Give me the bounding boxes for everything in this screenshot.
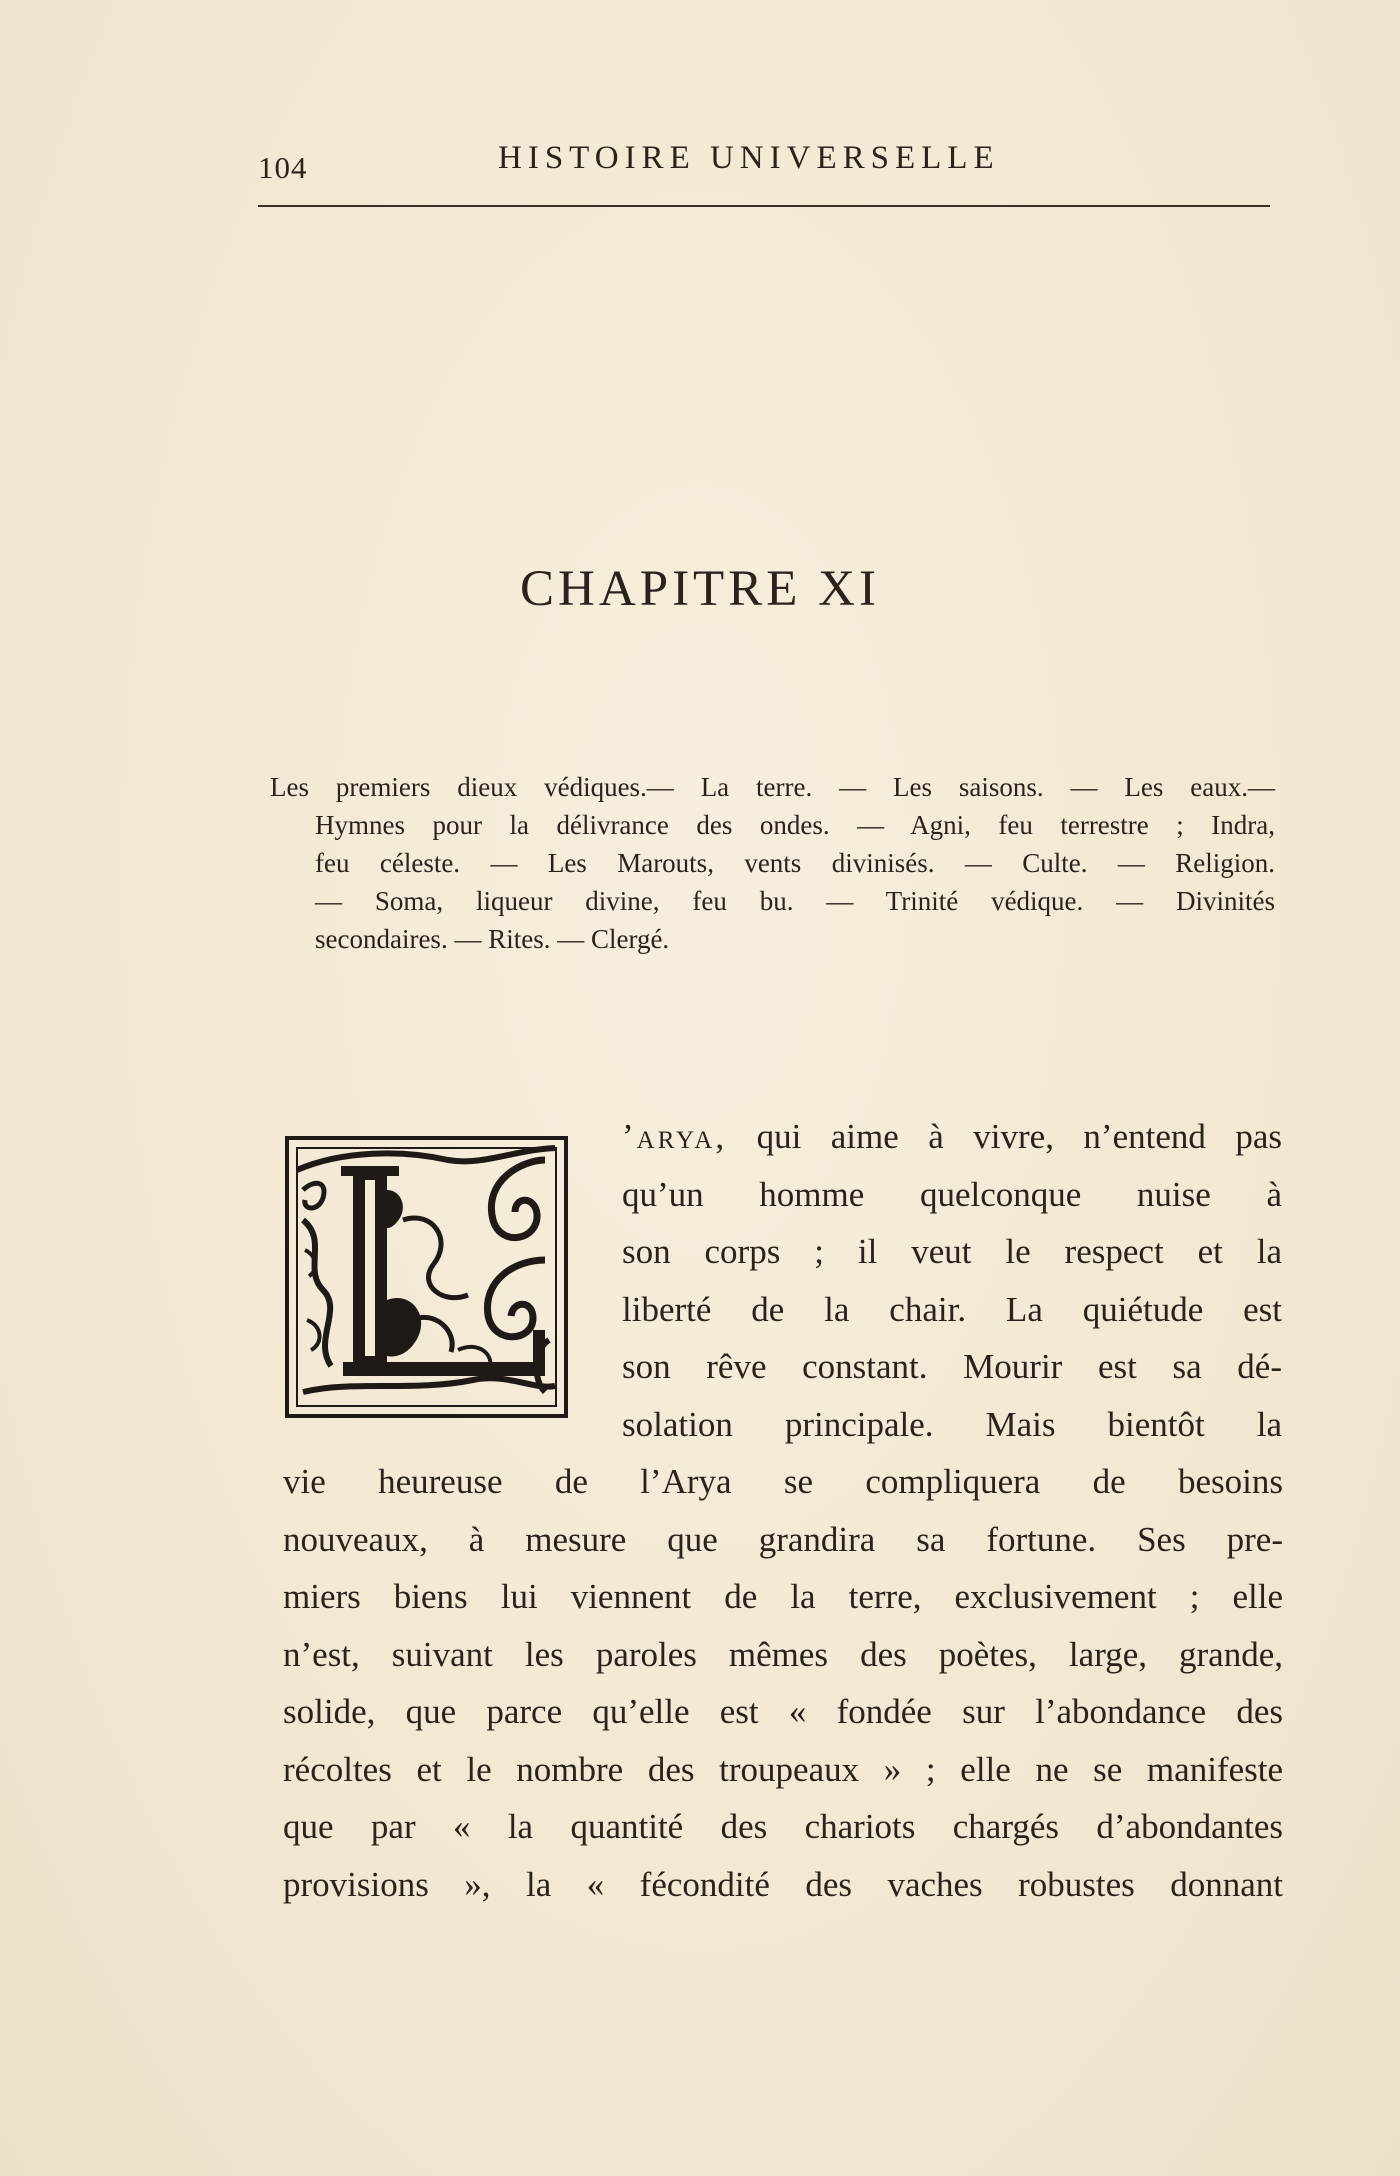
body-line: liberté de la chair. La quiétude est: [622, 1289, 1282, 1329]
chapter-summary: [270, 768, 1275, 958]
summary-line: feu céleste. — Les Marouts, vents divinisés. — Culte. — Religion.: [315, 848, 1275, 878]
opening-line-rest: qui aime à vivre, n’entend pas: [727, 1117, 1282, 1156]
body-line: nouveaux, à mesure que grandira sa fortune. Ses pre-: [283, 1519, 1283, 1559]
body-text: [283, 1453, 1283, 1913]
page-number: 104: [258, 150, 308, 185]
body-line: son corps ; il veut le respect et la: [622, 1232, 1282, 1271]
body-line: solide, que parce qu’elle est « fondée sur l’abondance des: [283, 1692, 1283, 1731]
body-line: que par « la quantité des chariots chargés d’abondantes: [283, 1807, 1283, 1846]
running-title: HISTOIRE UNIVERSELLE: [498, 140, 1000, 176]
body-line: n’est, suivant les paroles mêmes des poètes, large, grande,: [283, 1634, 1283, 1674]
summary-line: Les premiers dieux védiques.— La terre. — Les saisons. — Les eaux.—: [270, 772, 1275, 802]
body-line: vie heureuse de l’Arya se compliquera de besoins: [283, 1462, 1283, 1501]
body-line: son rêve constant. Mourir est sa dé-: [622, 1347, 1282, 1386]
header-rule: [258, 205, 1270, 207]
body-line: provisions », la « fécondité des vaches robustes donnant: [283, 1864, 1283, 1904]
summary-line: — Soma, liqueur divine, feu bu. — Trinité védique. — Divinités: [315, 886, 1275, 916]
opening-word: ’arya,: [622, 1117, 728, 1156]
chapter-title: CHAPITRE XI: [520, 561, 880, 617]
ornamental-drop-cap-l: [283, 1130, 570, 1420]
body-line: qu’un homme quelconque nuise à: [622, 1174, 1282, 1214]
running-head: [258, 140, 1270, 185]
body-text-beside-dropcap: [622, 1108, 1282, 1453]
body-line: [622, 1108, 1282, 1166]
body-line: récoltes et le nombre des troupeaux » ; elle ne se manifeste: [283, 1749, 1283, 1789]
summary-line: secondaires. — Rites. — Clergé.: [315, 924, 670, 954]
body-line: miers biens lui viennent de la terre, exclusivement ; elle: [283, 1577, 1283, 1616]
summary-line: Hymnes pour la délivrance des ondes. — Agni, feu terrestre ; Indra,: [315, 810, 1275, 840]
body-line: solation principale. Mais bientôt la: [622, 1404, 1282, 1444]
